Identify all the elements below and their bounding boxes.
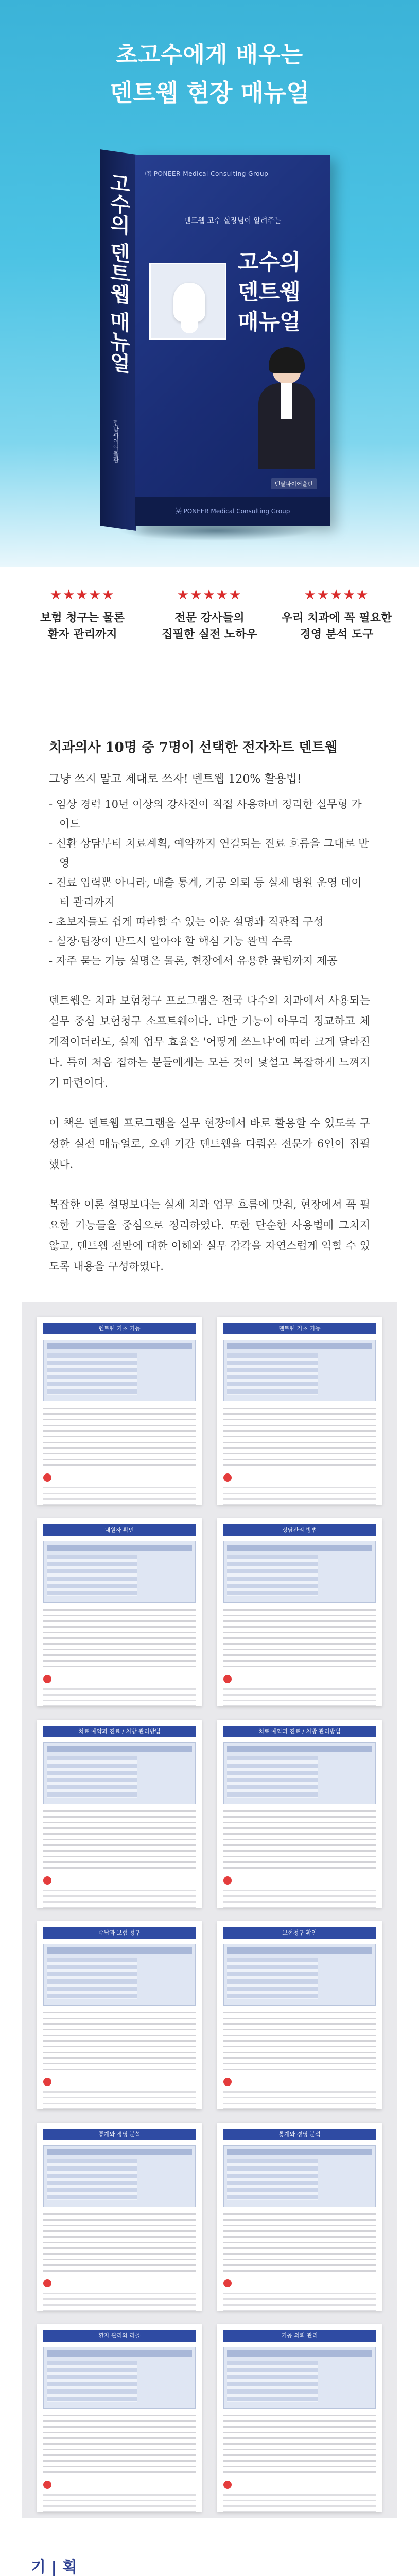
sample-page [37, 2123, 202, 2311]
bullet-item: - 자주 묻는 기능 설명은 물론, 현장에서 유용한 꿀팁까지 제공 [49, 955, 338, 967]
feature-line: 환자 관리까지 [47, 628, 117, 641]
sample-page-heading: 치료 예약과 진료 / 처방 관리방법 [43, 1726, 196, 1737]
sample-page-heading: 환자 관리와 리콜 [43, 2330, 196, 2342]
screenshot-image [43, 2145, 196, 2207]
text-block [223, 2012, 376, 2074]
feature-text [280, 610, 393, 643]
spine-publisher: 덴탈파이어출판 [112, 419, 119, 464]
sample-page [217, 1921, 382, 2109]
text-block [223, 1890, 376, 1908]
text-block [43, 1609, 196, 1671]
description-title: 치과의사 10명 중 7명이 선택한 전자차트 덴트웹 [49, 740, 338, 755]
sample-page-heading: 내원자 확인 [43, 1524, 196, 1536]
cover-title [238, 247, 301, 337]
sample-page [217, 2324, 382, 2512]
text-block [43, 1890, 196, 1908]
sample-page [217, 1720, 382, 1908]
text-block [223, 2213, 376, 2275]
cover-publisher: ㈜ PONEER Medical Consulting Group [145, 170, 269, 177]
hero-title-line2: 덴트웹 현장 매뉴얼 [110, 79, 309, 107]
step-badge-icon [43, 2279, 51, 2287]
book-cover [135, 155, 330, 526]
sample-page [217, 2123, 382, 2311]
text-block [223, 1408, 376, 1469]
text-block [43, 2091, 196, 2109]
text-block [43, 2494, 196, 2512]
step-badge-icon [43, 2078, 51, 2086]
screenshot-image [43, 1742, 196, 1804]
text-block [223, 1810, 376, 1872]
feature-text [26, 610, 139, 643]
text-block [43, 2293, 196, 2311]
sample-page [37, 1720, 202, 1908]
step-badge-icon [43, 1876, 51, 1885]
screenshot-image [223, 2145, 376, 2207]
cover-footer: ㈜ PONEER Medical Consulting Group [135, 497, 330, 526]
step-badge-icon [43, 1473, 51, 1482]
sample-page [37, 1518, 202, 1706]
step-badge-icon [223, 1675, 232, 1683]
cover-title-line: 덴트웹 [238, 279, 301, 304]
book-spine [100, 149, 136, 531]
hero-banner [0, 0, 419, 567]
bullet-item: - 실장·팀장이 반드시 알아야 할 핵심 기능 완벽 수록 [49, 935, 292, 947]
text-block [223, 2415, 376, 2477]
feature-line: 보험 청구는 물론 [40, 612, 125, 624]
sample-page-heading: 보험청구 확인 [223, 1927, 376, 1939]
feature-list [0, 567, 419, 732]
description-bullets [49, 794, 370, 971]
text-block [43, 2012, 196, 2074]
text-block [223, 1487, 376, 1505]
feature-item [153, 587, 266, 732]
text-block [43, 1688, 196, 1706]
sample-grid [37, 1317, 382, 2512]
description-intro: 그냥 쓰지 말고 제대로 쓰자! 덴트웹 120% 활용법! [49, 773, 302, 786]
step-badge-icon [43, 1675, 51, 1683]
tooth-icon [173, 283, 205, 322]
description-paragraph: 복잡한 이론 설명보다는 실제 치과 업무 흐름에 맞춰, 현장에서 꼭 필요한 기능들을 중심으로 정리하였다. 또한 단순한 사용법에 그치지 않고, 덴트웹 전반에 대한 이해와 실무 감각을 자연스럽게 익힐 수 있도록 내용을 구성하였다. [49, 1198, 370, 1273]
screenshot-image [43, 1541, 196, 1603]
sample-page [37, 1921, 202, 2109]
bullet-item: - 임상 경력 10년 이상의 강사진이 직접 사용하며 정리한 실무형 가이드 [49, 798, 362, 830]
sample-page [37, 2324, 202, 2512]
screenshot-image [223, 1742, 376, 1804]
bullet-item: - 진료 입력뿐 아니라, 매출 통계, 기공 의뢰 등 실제 병원 운영 데이터 관리까지 [49, 876, 362, 908]
text-block [223, 1609, 376, 1671]
cover-title-line: 매뉴얼 [238, 309, 301, 334]
feature-item [280, 587, 393, 732]
sample-page-heading: 치료 예약과 진료 / 처방 관리방법 [223, 1726, 376, 1737]
text-block [223, 2293, 376, 2311]
feature-line: 경영 분석 도구 [300, 628, 374, 641]
step-badge-icon [223, 1473, 232, 1482]
screenshot-image [43, 1340, 196, 1401]
text-block [43, 1810, 196, 1872]
description-paragraph: 이 책은 덴트웹 프로그램을 실무 현장에서 바로 활용할 수 있도록 구성한 실전 매뉴얼로, 오랜 기간 덴트웹을 다뤄온 전문가 6인이 집필했다. [49, 1117, 370, 1171]
text-block [223, 2091, 376, 2109]
spine-title: 고수의 덴트웹 매뉴얼 [107, 171, 130, 375]
text-block [43, 2415, 196, 2477]
step-badge-icon [223, 2279, 232, 2287]
sample-page-heading: 통계와 경영 분석 [43, 2129, 196, 2140]
hero-title-line1: 초고수에게 배우는 [115, 42, 304, 68]
step-badge-icon [223, 1876, 232, 1885]
rating-stars-icon: ★★★★★ [49, 587, 115, 603]
sample-page-heading: 덴트웹 기초 기능 [43, 1323, 196, 1334]
sample-page [217, 1317, 382, 1505]
book-description [0, 732, 419, 1277]
cover-person-illustration [253, 350, 320, 469]
sample-pages [22, 1302, 397, 2518]
tooth-image [149, 263, 226, 340]
sample-page-heading: 기공 의뢰 관리 [223, 2330, 376, 2342]
cover-imprint: 덴탈파이어출판 [271, 478, 317, 489]
screenshot-image [223, 1541, 376, 1603]
description-paragraph: 덴트웹은 치과 보험청구 프로그램은 전국 다수의 치과에서 사용되는 실무 중심 보험청구 소프트웨어다. 다만 기능이 아무리 정교하고 체계적이더라도, 실제 업무 효율은 '어떻게 쓰느냐'에 따라 크게 달라진다. 특히 처음 접하는 분들에게는 모든 것이 낯설고 복잡하게 느껴지기 마련이다. [49, 994, 370, 1089]
text-block [223, 2494, 376, 2512]
planner-title: 기 | 획 [31, 2558, 77, 2576]
screenshot-image [223, 1944, 376, 2006]
feature-text [153, 610, 266, 643]
hero-title [0, 36, 419, 108]
sample-page-heading: 상담관리 방법 [223, 1524, 376, 1536]
feature-line: 우리 치과에 꼭 필요한 [281, 612, 392, 624]
step-badge-icon [43, 2481, 51, 2489]
bullet-item: - 초보자들도 쉽게 따라할 수 있는 이운 설명과 직관적 구성 [49, 916, 324, 928]
sample-page-heading: 수납과 보험 청구 [43, 1927, 196, 1939]
sample-page-heading: 덴트웹 기초 기능 [223, 1323, 376, 1334]
step-badge-icon [223, 2481, 232, 2489]
feature-line: 전문 강사들의 [174, 612, 245, 624]
screenshot-image [223, 1340, 376, 1401]
screenshot-image [43, 1944, 196, 2006]
screenshot-image [43, 2347, 196, 2409]
feature-line: 집필한 실전 노하우 [162, 628, 257, 641]
text-block [43, 1487, 196, 1505]
text-block [43, 1408, 196, 1469]
text-block [223, 1688, 376, 1706]
authors-section [0, 2518, 419, 2576]
sample-page [217, 1518, 382, 1706]
cover-title-line: 고수의 [238, 249, 301, 275]
step-badge-icon [223, 2078, 232, 2086]
screenshot-image [223, 2347, 376, 2409]
cover-subtitle: 덴트웹 고수 실장님이 알려주는 [184, 217, 282, 225]
rating-stars-icon: ★★★★★ [304, 587, 370, 603]
bullet-item: - 신환 상담부터 치료계획, 예약까지 연결되는 진료 흐름을 그대로 반영 [49, 837, 369, 869]
sample-page-heading: 통계와 경영 분석 [223, 2129, 376, 2140]
rating-stars-icon: ★★★★★ [177, 587, 242, 603]
sample-page [37, 1317, 202, 1505]
text-block [43, 2213, 196, 2275]
feature-item [26, 587, 139, 732]
